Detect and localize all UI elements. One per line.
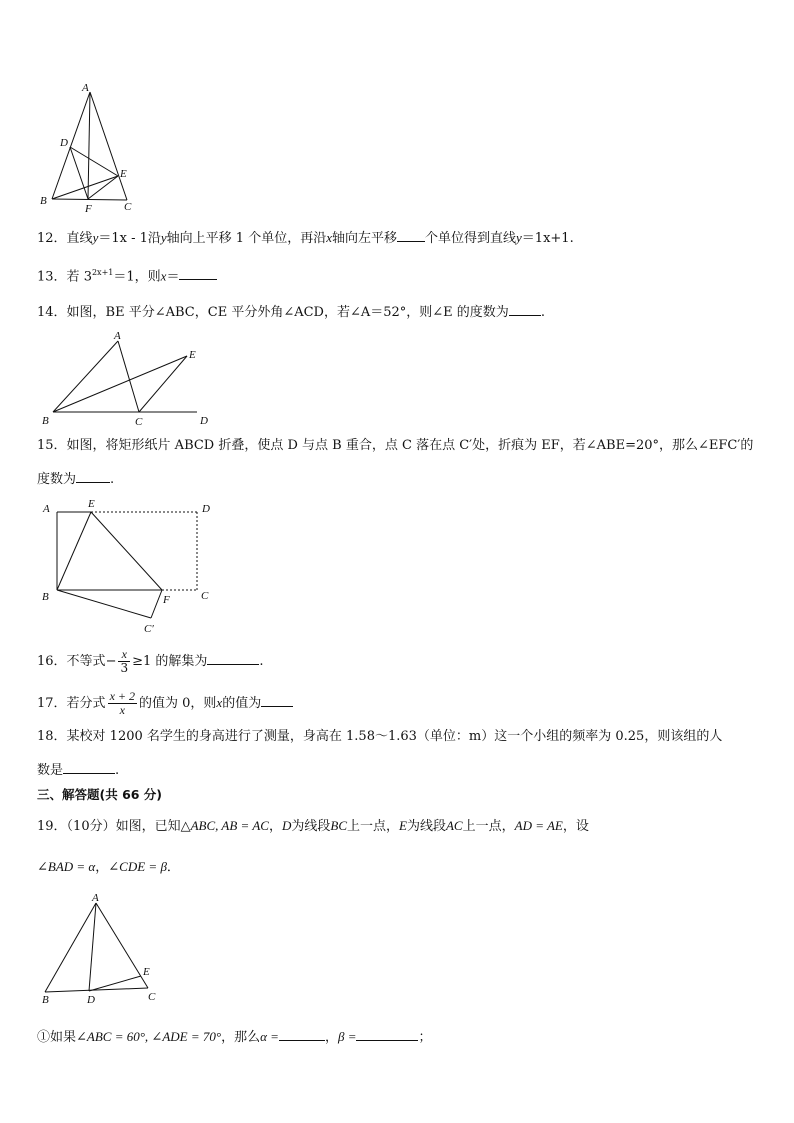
question-13: 13．若 $3^{2x+1}=1$，则x＝ bbox=[37, 265, 217, 285]
label-D: D bbox=[200, 415, 208, 427]
label-E: E bbox=[189, 349, 196, 361]
answer-blank-alpha[interactable] bbox=[279, 1028, 325, 1041]
label-A: A bbox=[114, 330, 121, 342]
label-A: A bbox=[92, 892, 99, 904]
label-E: E bbox=[88, 498, 95, 510]
label-A: A bbox=[82, 82, 89, 94]
label-D: D bbox=[87, 994, 95, 1006]
fraction-x-plus-2-over-x: $\frac{x + 2}{x}$ bbox=[109, 689, 135, 717]
section-title-3: 三、解答题(共 66 分) bbox=[37, 787, 163, 802]
label-B: B bbox=[42, 591, 49, 603]
question-14: 14．如图，BE 平分∠ABC，CE 平分外角∠ACD，若∠A＝52°，则∠E 的度数为 . bbox=[37, 305, 545, 320]
label-B: B bbox=[42, 994, 49, 1006]
q14-number: 14． bbox=[37, 305, 67, 320]
q19-number: 19． bbox=[37, 819, 67, 834]
question-18-line1: 18．某校对 1200 名学生的身高进行了测量，身高在 1.58～1.63（单位：m）这一个小组的频率为 0.25，则该组的人 bbox=[37, 729, 723, 744]
question-15-line1: 15．如图，将矩形纸片 ABCD 折叠，使点 D 与点 B 重合，点 C 落在点 C′处，折痕为 EF，若∠ABE=20°，那么∠EFC′的 bbox=[37, 438, 754, 453]
question-17: 17．若分式 $\frac{x + 2}{x}$ 的值为 0，则x的值为 bbox=[37, 690, 293, 717]
q18-number: 18． bbox=[37, 729, 67, 744]
label-F: F bbox=[85, 203, 92, 215]
q13-number: 13． bbox=[37, 269, 67, 285]
label-B: B bbox=[40, 195, 47, 207]
label-C: C bbox=[148, 991, 156, 1003]
question-12: 12．直线y＝1x - 1沿y轴向上平移 1 个单位，再沿x轴向左平移 个单位得到直线y＝1x+1. bbox=[37, 230, 574, 246]
label-C: C bbox=[201, 590, 209, 602]
q12-number: 12． bbox=[37, 231, 67, 246]
label-D: D bbox=[60, 137, 68, 149]
question-18-line2: 数是 . bbox=[37, 763, 120, 778]
q15-number: 15． bbox=[37, 438, 67, 453]
label-A: A bbox=[43, 503, 50, 515]
question-15-line2: 度数为 . bbox=[37, 472, 115, 487]
label-E: E bbox=[143, 966, 150, 978]
label-B: B bbox=[42, 415, 49, 427]
q17-number: 17． bbox=[37, 696, 67, 711]
label-C: C bbox=[124, 201, 132, 213]
label-D: D bbox=[202, 503, 210, 515]
label-C-prime: C′ bbox=[144, 623, 154, 635]
question-16: 16．不等式− $\frac{x}{3}$ ≥1 的解集为 . bbox=[37, 647, 264, 675]
q16-number: 16． bbox=[37, 654, 67, 669]
label-E: E bbox=[120, 168, 127, 180]
fraction-x-over-3: $\frac{x}{3}$ bbox=[120, 647, 129, 675]
question-19-part1: ①如果∠ABC = 60°, ∠ADE = 70°，那么α = ，β = ； bbox=[37, 1029, 432, 1045]
question-19-line2: ∠BAD = α，∠CDE = β． bbox=[37, 859, 180, 875]
answer-blank-beta[interactable] bbox=[356, 1028, 418, 1041]
question-19-line1: 19．（10分）如图，已知△ABC, AB = AC，D为线段BC上一点，E为线段AC上一点，AD = AE，设 bbox=[37, 818, 589, 834]
label-C: C bbox=[135, 416, 143, 428]
label-F: F bbox=[163, 594, 170, 606]
